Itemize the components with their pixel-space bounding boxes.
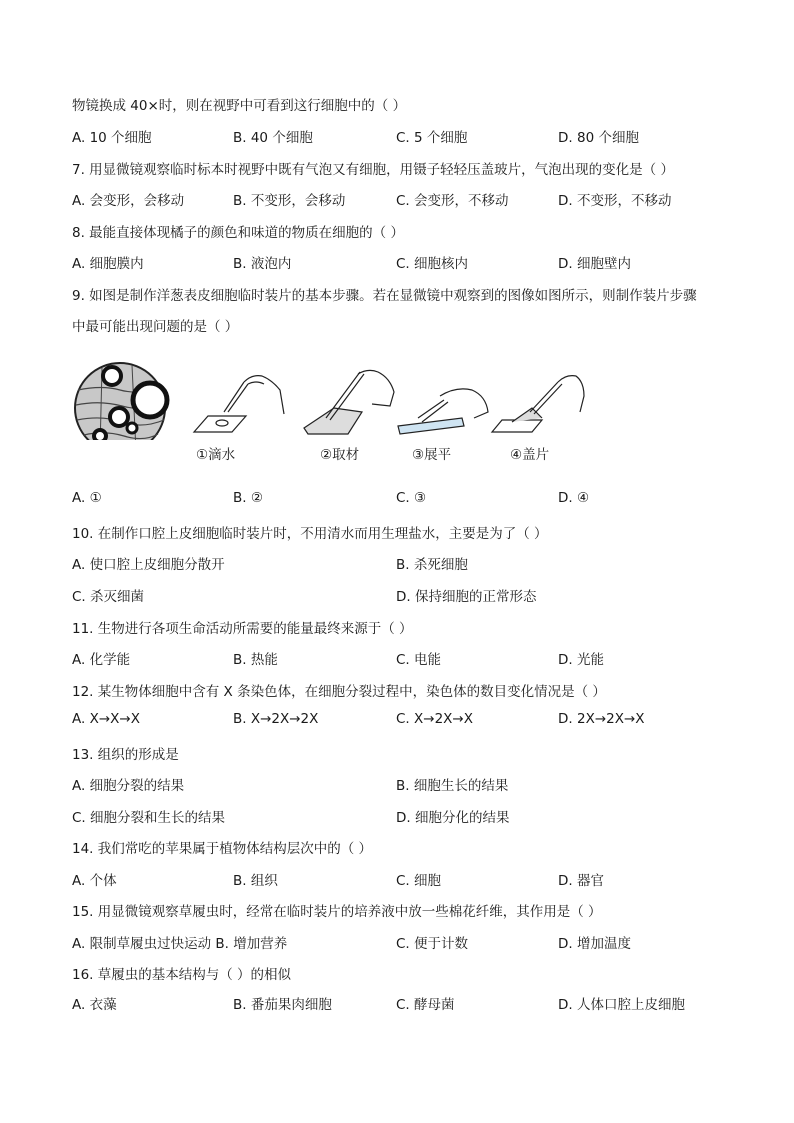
question-9-line2: 中最可能出现问题的是（ ）: [72, 319, 239, 335]
caption-step-1: ①滴水: [196, 447, 236, 463]
q9-option-d: D. ④: [558, 490, 590, 506]
q7-option-a: A. 会变形，会移动: [72, 193, 185, 209]
question-8: 8. 最能直接体现橘子的颜色和味道的物质在细胞的（ ）: [72, 225, 404, 241]
q7-option-c: C. 会变形，不移动: [396, 193, 509, 209]
figure-drawings: [72, 360, 592, 440]
q10-option-a: A. 使口腔上皮细胞分散开: [72, 557, 225, 573]
q11-option-a: A. 化学能: [72, 652, 131, 668]
microscope-view-icon: [75, 363, 167, 440]
q10-option-c: C. 杀灭细菌: [72, 589, 145, 605]
q16-option-b: B. 番茄果肉细胞: [233, 997, 332, 1013]
flattening-icon: [398, 389, 488, 434]
q9-option-a: A. ①: [72, 490, 102, 506]
q14-option-a: A. 个体: [72, 873, 117, 889]
question-9-line1: 9. 如图是制作洋葱表皮细胞临时装片的基本步骤。若在显微镜中观察到的图像如图所示，则制作装片步骤: [72, 288, 697, 304]
caption-step-2: ②取材: [320, 447, 360, 463]
q14-option-d: D. 器官: [558, 873, 604, 889]
q9-option-c: C. ③: [396, 490, 427, 506]
dropping-water-icon: [194, 376, 284, 432]
cover-slip-icon: [492, 376, 584, 432]
option-c: C. 5 个细胞: [396, 130, 468, 146]
question-intro: 物镜换成 40×时，则在视野中可看到这行细胞中的（ ）: [72, 98, 407, 114]
option-a: A. 10 个细胞: [72, 130, 152, 146]
option-b: B. 40 个细胞: [233, 130, 313, 146]
question-10: 10. 在制作口腔上皮细胞临时装片时，不用清水而用生理盐水，主要是为了（ ）: [72, 526, 548, 542]
question-7: 7. 用显微镜观察临时标本时视野中既有气泡又有细胞，用镊子轻轻压盖玻片，气泡出现的变化是（ ）: [72, 162, 674, 178]
q8-option-a: A. 细胞膜内: [72, 256, 144, 272]
q12-option-a: A. X→X→X: [72, 711, 140, 727]
q12-option-c: C. X→2X→X: [396, 711, 473, 727]
q8-option-c: C. 细胞核内: [396, 256, 469, 272]
q16-option-a: A. 衣藻: [72, 997, 117, 1013]
taking-material-icon: [304, 370, 394, 434]
q13-option-b: B. 细胞生长的结果: [396, 778, 509, 794]
question-14: 14. 我们常吃的苹果属于植物体结构层次中的（ ）: [72, 841, 373, 857]
q8-option-b: B. 液泡内: [233, 256, 292, 272]
q7-option-d: D. 不变形，不移动: [558, 193, 672, 209]
q11-option-d: D. 光能: [558, 652, 604, 668]
question-12: 12. 某生物体细胞中含有 X 条染色体，在细胞分裂过程中，染色体的数目变化情况是（ ）: [72, 684, 606, 700]
q16-option-c: C. 酵母菌: [396, 997, 455, 1013]
q11-option-b: B. 热能: [233, 652, 278, 668]
q10-option-b: B. 杀死细胞: [396, 557, 468, 573]
q11-option-c: C. 电能: [396, 652, 442, 668]
q8-option-d: D. 细胞壁内: [558, 256, 631, 272]
q12-option-b: B. X→2X→2X: [233, 711, 319, 727]
question-13: 13. 组织的形成是: [72, 747, 179, 763]
caption-step-3: ③展平: [412, 447, 452, 463]
q13-option-d: D. 细胞分化的结果: [396, 810, 510, 826]
q14-option-c: C. 细胞: [396, 873, 442, 889]
question-11: 11. 生物进行各项生命活动所需要的能量最终来源于（ ）: [72, 621, 413, 637]
question-16: 16. 草履虫的基本结构与（ ）的相似: [72, 967, 292, 983]
q10-option-d: D. 保持细胞的正常形态: [396, 589, 537, 605]
q15-option-c: C. 便于计数: [396, 936, 469, 952]
q14-option-b: B. 组织: [233, 873, 278, 889]
caption-step-4: ④盖片: [510, 447, 550, 463]
q7-option-b: B. 不变形，会移动: [233, 193, 346, 209]
question-15: 15. 用显微镜观察草履虫时，经常在临时装片的培养液中放一些棉花纤维，其作用是（ ）: [72, 904, 602, 920]
q16-option-d: D. 人体口腔上皮细胞: [558, 997, 685, 1013]
q9-option-b: B. ②: [233, 490, 263, 506]
option-d: D. 80 个细胞: [558, 130, 639, 146]
q15-option-d: D. 增加温度: [558, 936, 631, 952]
q13-option-a: A. 细胞分裂的结果: [72, 778, 185, 794]
q15-option-ab: A. 限制草履虫过快运动 B. 增加营养: [72, 936, 288, 952]
q12-option-d: D. 2X→2X→X: [558, 711, 645, 727]
q13-option-c: C. 细胞分裂和生长的结果: [72, 810, 226, 826]
